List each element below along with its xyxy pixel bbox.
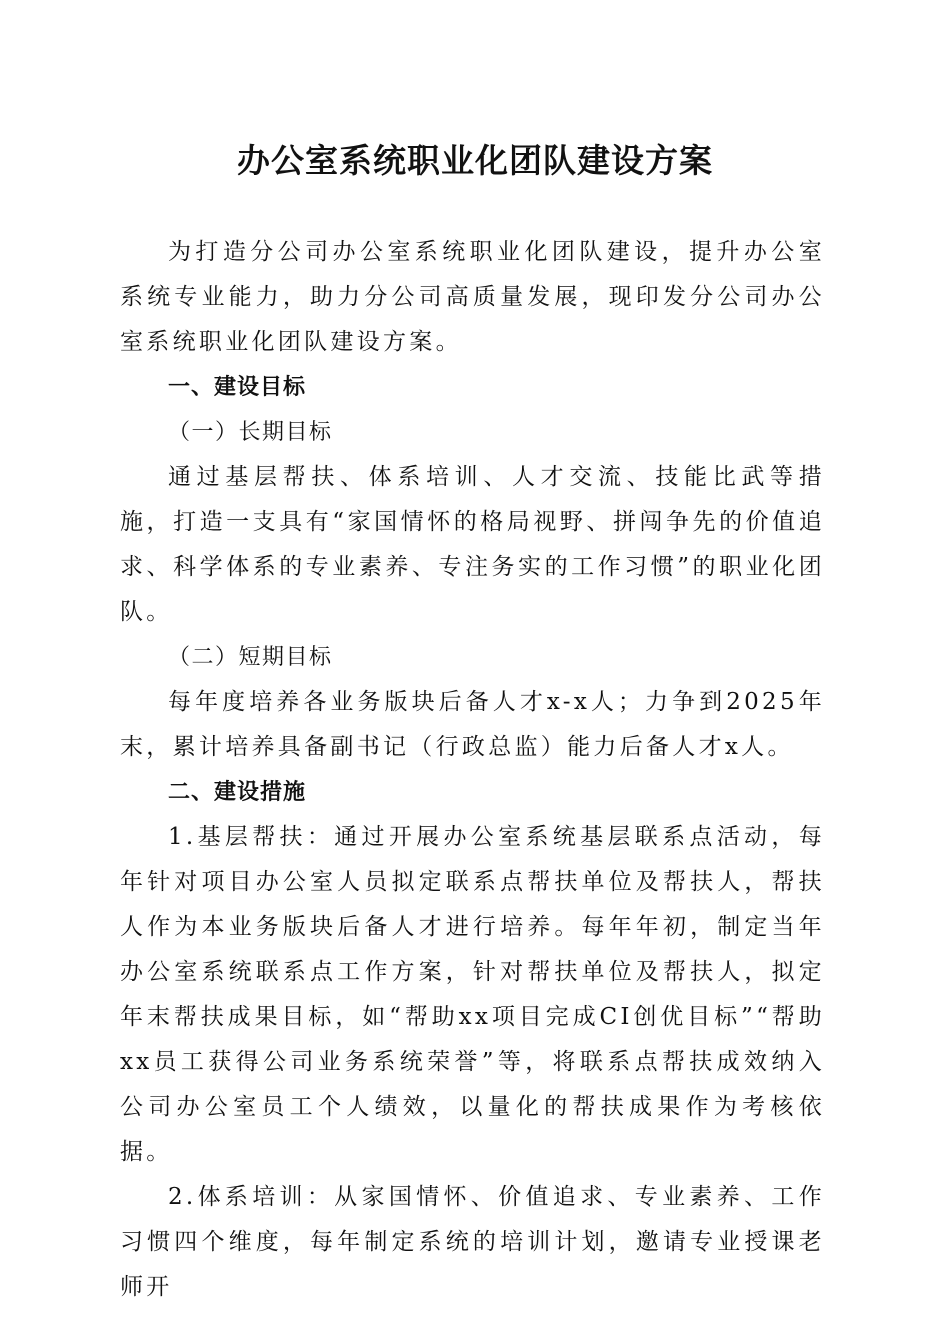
short-term-paragraph: 每年度培养各业务版块后备人才x-x人；力争到2025年末，累计培养具备副书记（行政总监）能力后备人才x人。	[120, 689, 825, 760]
subheading-short-term: （二）短期目标	[168, 645, 333, 670]
section-heading-goals: 一、建设目标	[168, 375, 307, 400]
intro-paragraph: 为打造分公司办公室系统职业化团队建设，提升办公室系统专业能力，助力分公司高质量发展，现印发分公司办公室系统职业化团队建设方案。	[120, 239, 825, 355]
measure-item-2: 2.体系培训：从家国情怀、价值追求、专业素养、工作习惯四个维度，每年制定系统的培训计划，邀请专业授课老师开	[120, 1184, 825, 1300]
subheading-long-term: （一）长期目标	[168, 420, 333, 445]
document-body	[120, 230, 825, 1310]
long-term-paragraph: 通过基层帮扶、体系培训、人才交流、技能比武等措施，打造一支具有“家国情怀的格局视野、拼闯争先的价值追求、科学体系的专业素养、专注务实的工作习惯”的职业化团队。	[120, 464, 825, 625]
document-title: 办公室系统职业化团队建设方案	[237, 141, 713, 180]
measure-item-1: 1.基层帮扶：通过开展办公室系统基层联系点活动，每年针对项目办公室人员拟定联系点帮扶单位及帮扶人，帮扶人作为本业务版块后备人才进行培养。每年年初，制定当年办公室系统联系点工作方案，针对帮扶单位及帮扶人，拟定年末帮扶成果目标，如“帮助xx项目完成CI创优目标”“帮助xx员工获得公司业务系统荣誉”等，将联系点帮扶成效纳入公司办公室员工个人绩效，以量化的帮扶成果作为考核依据。	[120, 824, 825, 1165]
section-heading-measures: 二、建设措施	[168, 780, 307, 805]
